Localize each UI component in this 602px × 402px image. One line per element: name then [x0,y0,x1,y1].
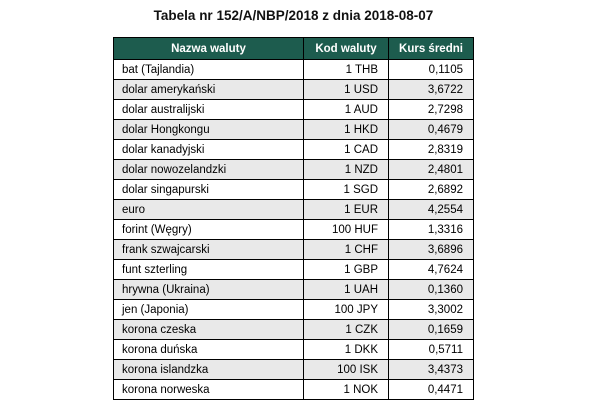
average-rate-cell: 3,6896 [389,240,474,260]
currency-name-cell: frank szwajcarski [114,240,304,260]
currency-code-cell: 1 DKK [304,340,389,360]
average-rate-cell: 2,4801 [389,160,474,180]
currency-name-cell: euro [114,200,304,220]
currency-code-cell: 1 NZD [304,160,389,180]
table-row [114,180,474,200]
currency-code-cell: 1 AUD [304,100,389,120]
currency-code-cell: 1 CAD [304,140,389,160]
currency-code-cell: 100 ISK [304,360,389,380]
table-row [114,140,474,160]
table-row [114,260,474,280]
currency-code-cell: 1 CHF [304,240,389,260]
average-rate-cell: 0,4471 [389,380,474,400]
column-header-currency-code: Kod waluty [304,38,389,60]
table-row [114,200,474,220]
page-title: Tabela nr 152/A/NBP/2018 z dnia 2018-08-07 [153,8,434,23]
table-row [114,360,474,380]
table-row [114,300,474,320]
currency-name-cell: dolar singapurski [114,180,304,200]
average-rate-cell: 0,1659 [389,320,474,340]
currency-code-cell: 1 GBP [304,260,389,280]
currency-name-cell: korona islandzka [114,360,304,380]
currency-code-cell: 1 NOK [304,380,389,400]
currency-name-cell: dolar nowozelandzki [114,160,304,180]
average-rate-cell: 4,2554 [389,200,474,220]
currency-code-cell: 1 UAH [304,280,389,300]
average-rate-cell: 0,1105 [389,60,474,80]
table-row [114,60,474,80]
currency-code-cell: 1 SGD [304,180,389,200]
table-row [114,280,474,300]
table-body [114,60,474,400]
column-header-currency-name: Nazwa waluty [114,38,304,60]
average-rate-cell: 1,3316 [389,220,474,240]
average-rate-cell: 3,3002 [389,300,474,320]
currency-name-cell: hrywna (Ukraina) [114,280,304,300]
average-rate-cell: 4,7624 [389,260,474,280]
currency-code-cell: 1 CZK [304,320,389,340]
currency-code-cell: 1 EUR [304,200,389,220]
average-rate-cell: 0,1360 [389,280,474,300]
table-row [114,340,474,360]
average-rate-cell: 2,7298 [389,100,474,120]
currency-name-cell: dolar australijski [114,100,304,120]
currency-code-cell: 1 THB [304,60,389,80]
table-header-row [114,38,474,60]
currency-name-cell: korona duńska [114,340,304,360]
average-rate-cell: 0,4679 [389,120,474,140]
currency-rates-table [113,37,474,400]
currency-name-cell: jen (Japonia) [114,300,304,320]
currency-name-cell: korona czeska [114,320,304,340]
currency-name-cell: forint (Węgry) [114,220,304,240]
average-rate-cell: 3,4373 [389,360,474,380]
table-row [114,120,474,140]
table-row [114,240,474,260]
column-header-average-rate: Kurs średni [389,38,474,60]
average-rate-cell: 2,8319 [389,140,474,160]
table-row [114,160,474,180]
table-row [114,220,474,240]
currency-name-cell: dolar kanadyjski [114,140,304,160]
currency-code-cell: 1 USD [304,80,389,100]
currency-name-cell: funt szterling [114,260,304,280]
average-rate-cell: 0,5711 [389,340,474,360]
currency-code-cell: 100 HUF [304,220,389,240]
currency-name-cell: dolar Hongkongu [114,120,304,140]
table-row [114,80,474,100]
currency-code-cell: 1 HKD [304,120,389,140]
currency-code-cell: 100 JPY [304,300,389,320]
average-rate-cell: 3,6722 [389,80,474,100]
table-row [114,320,474,340]
currency-name-cell: dolar amerykański [114,80,304,100]
table-row [114,100,474,120]
currency-table-document [113,0,474,400]
currency-name-cell: korona norweska [114,380,304,400]
currency-name-cell: bat (Tajlandia) [114,60,304,80]
table-row [114,380,474,400]
average-rate-cell: 2,6892 [389,180,474,200]
